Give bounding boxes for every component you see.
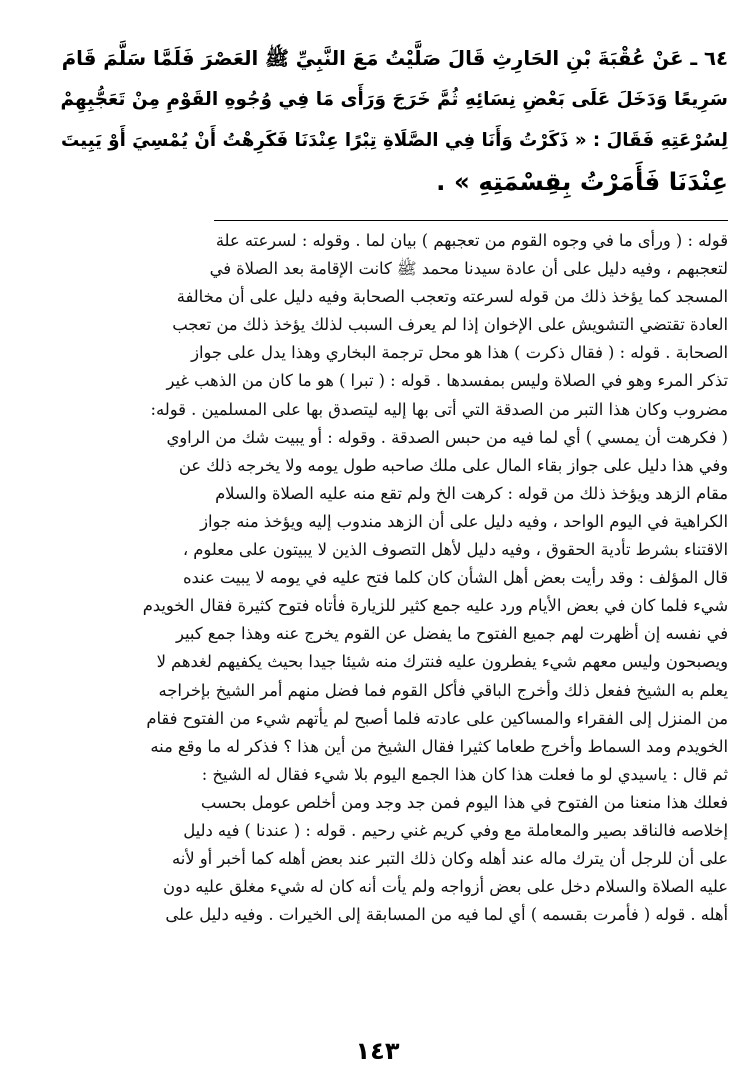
commentary-line: لتعجبهم ، وفيه دليل على أن عادة سيدنا محمد ﷺ كانت الإقامة بعد الصلاة في (209, 259, 728, 279)
commentary-line: يعلم به الشيخ ففعل ذلك وأخرج الباقي فأكل القوم فما فضل منهم أمر الشيخ بإخراجه (158, 680, 728, 700)
commentary-line: أهله . قوله ( فأمرت بقسمه ) أي لما فيه من المسابقة إلى الخيرات . وفيه دليل على (165, 905, 728, 925)
commentary-line: ثم قال : ياسيدي لو ما فعلت هذا كان هذا الجمع اليوم بلا شيء فقال له الشيخ : (201, 764, 728, 784)
commentary-line: الخويدم ومد السماط وأخرج طعاما كثيرا فقال الشيخ من أين هذا ؟ فذكر له ما وقع منه (150, 736, 728, 756)
commentary-line: إخلاصه فالناقد بصير والمعاملة مع وفي كريم غني رحيم . قوله : ( عندنا ) فيه دليل (183, 820, 728, 840)
commentary-line: شيء فلما كان في بعض الأيام ورد عليه جمع كثير للزيارة فأتاه فتوح كثيرة فقال الخويدم (142, 596, 728, 616)
commentary-line: من المنزل إلى الفقراء والمساكين على عادته فلما أصبح لم يأتهم شيء من الفتوح فقام (146, 708, 728, 728)
page-number: ١٤٣ (355, 1037, 400, 1065)
commentary-line: قوله : ( ورأى ما في وجوه القوم من تعجبهم ) بيان لما . وقوله : لسرعته علة (215, 231, 728, 250)
commentary-line: العادة تقتضي التشويش على الإخوان إذا لم يعرف السبب لذلك يؤخذ ذلك من تعجب (172, 315, 728, 335)
commentary-line: مضروب وكان هذا التبر من الصدقة التي أتى بها إليه ليتصدق بها على المسلمين . قوله: (150, 399, 728, 419)
commentary-line: ويصبحون وليس معهم شيء يفطرون عليه فنترك منه شيئا جيدا بحيث يكفيهم لغدهم لا (156, 652, 728, 672)
commentary-line: عليه الصلاة والسلام دخل على بعض أزواجه ولم يأت أنه كان له شيء مغلق عليه دون (163, 877, 728, 897)
footnote-divider (214, 220, 728, 221)
commentary-line: مقام الزهد ويؤخذ ذلك من قوله : كرهت الخ ولم تقع منه عليه الصلاة والسلام (215, 483, 728, 503)
commentary-line: فعلك هذا منعنا من الفتوح في هذا اليوم فمن جد وجد ومن أخلص عومل بحسب (200, 792, 728, 812)
hadith-line: سَرِيعًا وَدَخَلَ عَلَى بَعْضِ نِسَائِهِ ثُمَّ خَرَجَ وَرَأَى مَا فِي وُجُوهِ القَوْمِ مِنْ تَعَجُّبِهِمْ (60, 89, 728, 110)
commentary-line: تذكر المرء وهو في الصلاة وليس بمفسدها . قوله : ( تبرا ) هو ما كان من الذهب غير (166, 371, 728, 391)
commentary-line: وفي هذا دليل على جواز بقاء المال على ملك صاحبه طول يومه ولا يخرجه ذلك عن (178, 455, 728, 475)
hadith-text (60, 38, 728, 202)
hadith-line: عِنْدَنَا فَأَمَرْتُ بِقِسْمَتِهِ » . (436, 167, 728, 196)
commentary-line: الصحابة . قوله : ( فقال ذكرت ) هذا هو محل ترجمة البخاري وهذا يدل على جواز (191, 343, 728, 363)
hadith-line: ٦٤ ـ عَنْ عُقْبَةَ بْنِ الحَارِثِ قَالَ صَلَّيْتُ مَعَ النَّبِيِّ ﷺ العَصْرَ فَلَمَّا سَلَّمَ قَامَ (61, 47, 728, 70)
commentary-line: الكراهية في اليوم الواحد ، وفيه دليل على أن الزهد مندوب إليه ويؤخذ منه جواز (200, 511, 728, 531)
commentary-line: المسجد كما يؤخذ ذلك من قوله لسرعته وتعجب الصحابة وفيه دليل على أن مخالفة (176, 287, 728, 307)
commentary-line: على أن للرجل أن يترك ماله عند أهله وكان ذلك التبر عند بعض أهله كما أخبر أو لأنه (172, 849, 728, 869)
hadith-line: لِسُرْعَتِهِ فَقَالَ : « ذَكَرْتُ وَأَنَا فِي الصَّلَاةِ تِبْرًا عِنْدَنَا فَكَرِهْتُ أَنْ يُمْسِيَ أَوْ يَبِيتَ (61, 130, 728, 151)
commentary-line: الاقتناء بشرط تأدية الحقوق ، وفيه دليل لأهل التصوف الذين لا يبيتون على معلوم ، (182, 540, 728, 560)
commentary-line: ( فكرهت أن يمسي ) أي لما فيه من حبس الصدقة . وقوله : أو يبيت شك من الراوي (166, 427, 728, 447)
commentary-line: قال المؤلف : وقد رأيت بعض أهل الشأن كان كلما فتح عليه في يومه لا يبيت عنده (183, 568, 728, 588)
commentary-text (70, 227, 728, 929)
commentary-line: في نفسه إن أظهرت لهم جميع الفتوح ما يفضل عن القوم يخرج عنه وهذا جمع كبير (175, 624, 728, 644)
